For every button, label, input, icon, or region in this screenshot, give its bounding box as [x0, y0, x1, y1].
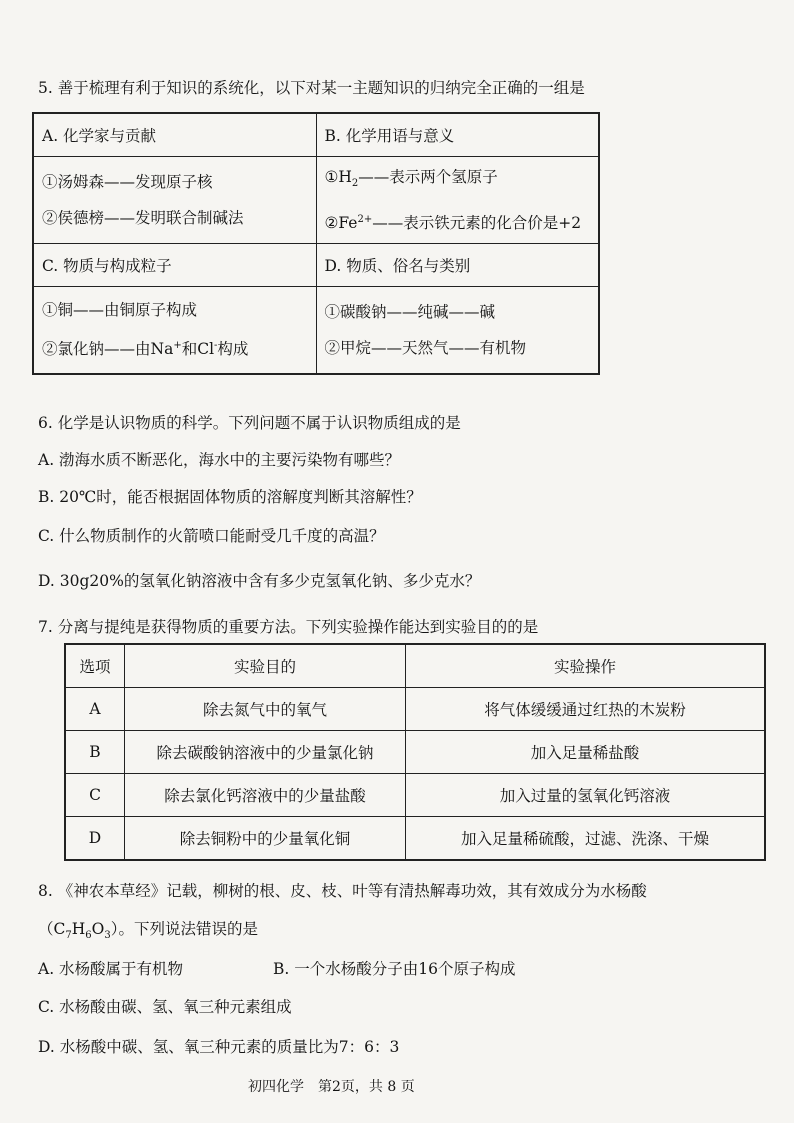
q5-b-item-2: $②Fe^{2+}——$表示铁元素的化合价是+2 — [324, 213, 582, 233]
table-row — [65, 688, 765, 731]
q5-cell-b-body — [316, 157, 599, 244]
q7-row-c-purpose: 除去氯化钙溶液中的少量盐酸 — [125, 774, 406, 817]
q7-row-d-purpose: 除去铜粉中的少量氧化铜 — [125, 817, 406, 861]
q7-table — [64, 643, 766, 861]
q7-header-option: 选项 — [65, 644, 125, 688]
q5-a-item-2: ②侯德榜——发明联合制碱法 — [42, 209, 244, 227]
q5-stem: 5. 善于梳理有利于知识的系统化，以下对某一主题知识的归纳完全正确的一组是 — [38, 79, 585, 97]
table-row — [65, 774, 765, 817]
q5-cell-a-body — [33, 157, 316, 244]
q8-stem-line-1: 8. 《神农本草经》记载，柳树的根、皮、枝、叶等有清热解毒功效，其有效成分为水杨酸 — [38, 882, 647, 900]
q7-row-d-operation: 加入足量稀硫酸，过滤、洗涤、干燥 — [406, 817, 766, 861]
table-row — [65, 731, 765, 774]
q5-cell-d-body — [316, 287, 599, 375]
q5-d-item-1: ①碳酸钠——纯碱——碱 — [324, 303, 496, 321]
q6-option-a: A. 渤海水质不断恶化，海水中的主要污染物有哪些？ — [38, 451, 401, 469]
q5-cell-a-title: A. 化学家与贡献 — [33, 113, 316, 157]
q5-b-item-1: $①H_2——$表示两个氢原子 — [324, 167, 498, 189]
q8-option-b: B. 一个水杨酸分子由16个原子构成 — [273, 960, 516, 978]
q5-cell-c-body — [33, 287, 316, 375]
q8-stem-line-2: $(C_7H_6O_3)$。下列说法错误的是 — [38, 920, 259, 942]
table-row — [65, 817, 765, 861]
q6-stem: 6. 化学是认识物质的科学。下列问题不属于认识物质组成的是 — [38, 414, 461, 432]
q8-options-ab — [38, 958, 515, 980]
q5-table — [32, 112, 600, 375]
q7-row-a-operation: 将气体缓缓通过红热的木炭粉 — [406, 688, 766, 731]
q7-header-purpose: 实验目的 — [125, 644, 406, 688]
q8-option-d: D. 水杨酸中碳、氢、氧三种元素的质量比为7：6：3 — [38, 1038, 400, 1056]
q7-header-operation: 实验操作 — [406, 644, 766, 688]
page-footer: 初四化学 第2页，共 8 页 — [248, 1079, 415, 1095]
q7-row-b-purpose: 除去碳酸钠溶液中的少量氯化钠 — [125, 731, 406, 774]
q8-option-c: C. 水杨酸由碳、氢、氧三种元素组成 — [38, 998, 292, 1016]
q7-row-c-option: C — [65, 774, 125, 817]
q7-row-b-operation: 加入足量稀盐酸 — [406, 731, 766, 774]
q8-option-a: A. 水杨酸属于有机物 — [38, 960, 184, 978]
q5-d-item-2: ②甲烷——天然气——有机物 — [324, 339, 527, 357]
q5-a-item-1: ①汤姆森——发现原子核 — [42, 173, 213, 191]
q5-cell-d-title: D. 物质、俗名与类别 — [316, 244, 599, 287]
q5-cell-c-title: C. 物质与构成粒子 — [33, 244, 316, 287]
q7-row-a-option: A — [65, 688, 125, 731]
q7-row-a-purpose: 除去氮气中的氧气 — [125, 688, 406, 731]
q5-c-item-1: ①铜——由铜原子构成 — [42, 301, 198, 320]
q7-stem: 7. 分离与提纯是获得物质的重要方法。下列实验操作能达到实验目的的是 — [38, 618, 539, 636]
q5-cell-b-title: B. 化学用语与意义 — [316, 113, 599, 157]
q7-row-d-option: D — [65, 817, 125, 861]
q6-option-c: C. 什么物质制作的火箭喷口能耐受几千度的高温？ — [38, 527, 385, 545]
q5-c-item-2: ②氯化钠——由Na+和Cl-构成 — [42, 340, 249, 359]
q7-row-c-operation: 加入过量的氢氧化钙溶液 — [406, 774, 766, 817]
q6-option-b: B. 20℃时，能否根据固体物质的溶解度判断其溶解性？ — [38, 488, 422, 506]
q6-option-d: D. 30g20%的氢氧化钠溶液中含有多少克氢氧化钠、多少克水？ — [38, 572, 481, 590]
q7-row-b-option: B — [65, 731, 125, 774]
